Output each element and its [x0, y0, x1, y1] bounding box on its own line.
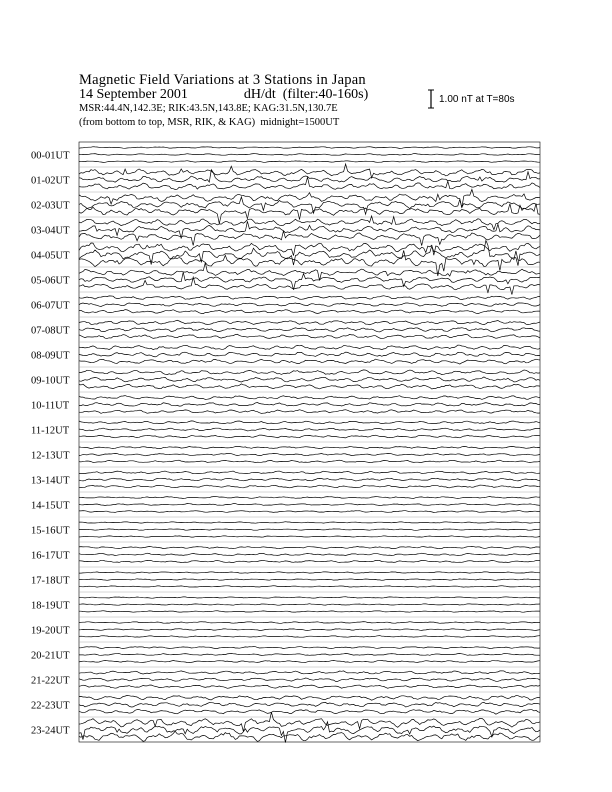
trace-rik — [79, 529, 540, 530]
hour-label: 21-22UT — [31, 675, 70, 687]
trace-msr — [79, 204, 540, 224]
trace-rik — [79, 453, 540, 455]
hour-label: 13-14UT — [31, 475, 70, 487]
trace-rik — [79, 428, 540, 431]
trace-msr — [79, 410, 540, 414]
quantity-label: dH/dt — [243, 87, 276, 102]
hour-label: 08-09UT — [31, 350, 70, 362]
trace-msr — [79, 685, 540, 688]
trace-rik — [79, 352, 540, 357]
trace-msr — [79, 435, 540, 438]
hour-label: 04-05UT — [31, 250, 70, 262]
trace-kag — [79, 597, 540, 599]
trace-kag — [79, 147, 540, 149]
trace-msr — [79, 310, 540, 314]
hour-label: 12-13UT — [31, 450, 70, 462]
trace-msr — [79, 586, 540, 587]
hour-label: 06-07UT — [31, 300, 70, 312]
trace-msr — [79, 710, 540, 715]
trace-rik — [79, 579, 540, 581]
trace-kag — [79, 695, 540, 700]
trace-kag — [79, 216, 540, 230]
hour-label: 07-08UT — [31, 325, 70, 337]
trace-msr — [79, 231, 540, 246]
trace-rik — [79, 328, 540, 332]
trace-msr — [79, 460, 540, 462]
trace-rik — [79, 154, 540, 156]
trace-kag — [79, 370, 540, 375]
trace-rik — [79, 722, 540, 743]
trace-kag — [79, 446, 540, 448]
hour-label: 00-01UT — [31, 150, 70, 162]
trace-msr — [79, 161, 540, 163]
trace-kag — [79, 671, 540, 674]
trace-rik — [79, 553, 540, 555]
midnight-note: midnight=1500UT — [260, 117, 340, 128]
trace-msr — [79, 660, 540, 662]
trace-kag — [79, 345, 540, 350]
trace-msr — [79, 636, 540, 638]
order-note: (from bottom to top, MSR, RIK, & KAG) — [79, 117, 256, 128]
trace-kag — [79, 712, 540, 731]
hour-label: 11-12UT — [31, 425, 70, 437]
trace-msr — [79, 384, 540, 389]
trace-rik — [79, 504, 540, 506]
date-label: 14 September 2001 — [79, 87, 188, 102]
trace-rik — [79, 303, 540, 307]
hour-label: 20-21UT — [31, 650, 70, 662]
hour-label: 09-10UT — [31, 375, 70, 387]
trace-rik — [79, 478, 540, 481]
trace-kag — [79, 296, 540, 300]
trace-rik — [79, 272, 540, 290]
trace-msr — [79, 560, 540, 562]
trace-kag — [79, 320, 540, 324]
trace-msr — [79, 359, 540, 364]
hour-label: 17-18UT — [31, 575, 70, 587]
hour-label: 22-23UT — [31, 700, 70, 712]
hour-label: 14-15UT — [31, 500, 70, 512]
hour-label: 23-24UT — [31, 725, 70, 737]
trace-kag — [79, 243, 540, 256]
trace-kag — [79, 471, 540, 474]
hour-label: 16-17UT — [31, 550, 70, 562]
trace-kag — [79, 572, 540, 573]
trace-msr — [79, 511, 540, 513]
trace-rik — [79, 170, 540, 183]
trace-kag — [79, 522, 540, 524]
trace-msr — [79, 334, 540, 338]
hour-label: 01-02UT — [31, 175, 70, 187]
hour-label: 19-20UT — [31, 625, 70, 637]
scale-label: 1.00 nT at T=80s — [439, 94, 515, 105]
trace-kag — [79, 647, 540, 649]
trace-rik — [79, 403, 540, 407]
trace-msr — [79, 536, 540, 537]
trace-rik — [79, 702, 540, 707]
trace-msr — [79, 250, 540, 276]
trace-kag — [79, 622, 540, 624]
trace-kag — [79, 421, 540, 424]
trace-rik — [79, 629, 540, 631]
trace-msr — [79, 611, 540, 613]
hour-label: 02-03UT — [31, 200, 70, 212]
trace-rik — [79, 653, 540, 655]
trace-kag — [79, 164, 540, 178]
hour-label: 10-11UT — [31, 400, 70, 412]
trace-kag — [79, 396, 540, 400]
hour-label: 18-19UT — [31, 600, 70, 612]
hour-label: 05-06UT — [31, 275, 70, 287]
trace-rik — [79, 377, 540, 382]
station-coordinates: MSR:44.4N,142.3E; RIK:43.5N,143.8E; KAG:31.5N,130.7E — [79, 103, 338, 114]
trace-kag — [79, 497, 540, 499]
hour-label: 15-16UT — [31, 525, 70, 537]
trace-kag — [79, 263, 540, 281]
trace-msr — [79, 731, 540, 741]
trace-rik — [79, 678, 540, 681]
trace-msr — [79, 177, 540, 189]
chart-title: Magnetic Field Variations at 3 Stations in Japan — [79, 72, 366, 88]
trace-msr — [79, 485, 540, 488]
hour-label: 03-04UT — [31, 225, 70, 237]
trace-kag — [79, 546, 540, 548]
trace-rik — [79, 604, 540, 606]
filter-label: (filter:40-160s) — [282, 87, 369, 102]
